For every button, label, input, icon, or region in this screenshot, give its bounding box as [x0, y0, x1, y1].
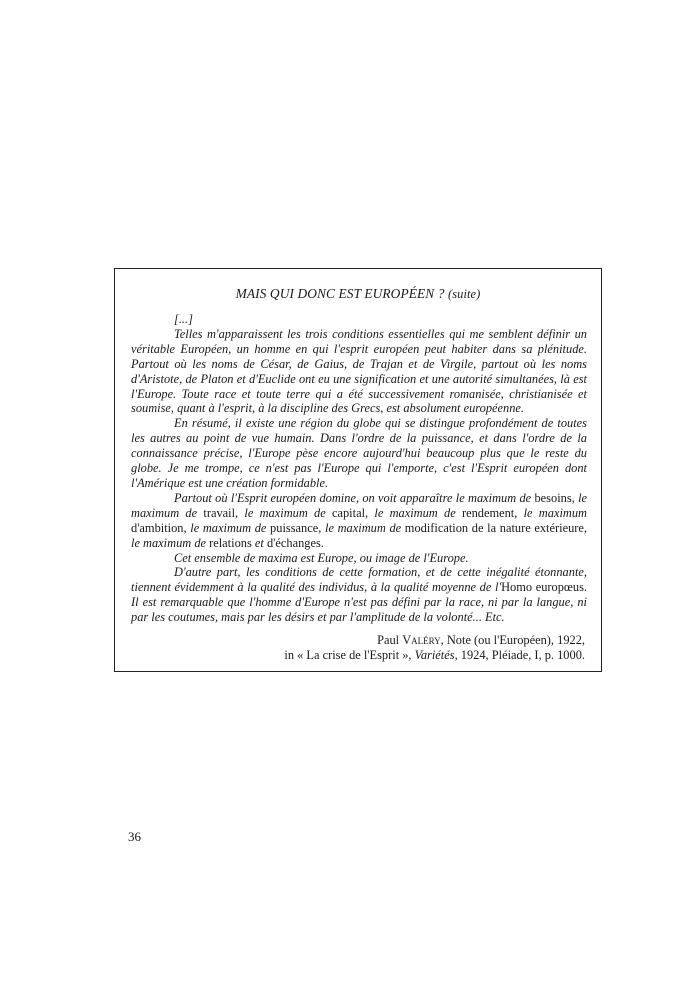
author-first-name: Paul [377, 633, 403, 647]
paragraph-1: Telles m'apparaissent les trois conditions essentielles qui me semblent définir un véritable Européen, un homme en qui l'esprit européen peut habiter dans sa plénitude. Partout où les noms de César, de Gaius, de Trajan et de Virgile, partout où les noms d'Aristote, de Platon et d'Euclide ont eu une signification et une autorité simultanées, là est l'Europe. Toute race et toute terre qui a été successivement romanisée, christianisée et soumise, quant à l'esprit, à la discipline des Grecs, est absolument européenne. [131, 326, 587, 416]
p5-seg: D'autre part, les conditions de cette formation, et de cette inégalité étonnante, tiennent évidemment à la qualité des individus, à la qualité moyenne de l' [131, 565, 587, 595]
author-last-name: Valéry [402, 633, 441, 647]
p3-seg: besoins, [531, 490, 579, 505]
p3-seg: modification de la nature extérieure, [401, 520, 587, 535]
p5-seg: Il est remarquable que l'homme d'Europe n'est pas défini par la race, ni par la langue, ni par les coutumes, mais par les désirs et par l'amplitude de la volonté... Etc. [131, 595, 587, 625]
p3-seg: le maximum de [325, 520, 402, 535]
p3-seg: le maximum de [374, 505, 456, 520]
p3-seg: le maximum de [190, 520, 267, 535]
source-citation [284, 633, 585, 663]
excerpt-body [131, 312, 587, 625]
p3-seg: le maximum de [131, 490, 588, 520]
source-line-2-a: in « La crise de l'Esprit », [284, 648, 415, 662]
paragraph-4: Cet ensemble de maxima est Europe, ou image de l'Europe. [174, 550, 469, 565]
p3-seg: le maximum [523, 505, 587, 520]
source-line-2-c: , 1924, Pléiade, I, p. 1000. [454, 648, 585, 662]
excerpt-title-suffix: (suite) [448, 287, 481, 301]
p3-seg: rendement, [455, 505, 524, 520]
p3-seg: le maximum de [244, 505, 326, 520]
p3-seg: d'échanges. [263, 535, 324, 550]
page-number: 36 [128, 829, 141, 844]
source-line-1 [284, 633, 585, 648]
paragraph-2: En résumé, il existe une région du globe qui se distingue profondément de toutes les autres au point de vue humain. Dans l'ordre de la puissance, et dans l'ordre de la connaissance précise, l'Europe pèse encore aujourd'hui beaucoup plus que le reste du globe. Je me trompe, ce n'est pas l'Europe qui l'emporte, c'est l'Esprit européen dont l'Amérique est une création formidable. [131, 416, 587, 490]
p3-seg: capital, [325, 505, 375, 520]
excerpt-box [114, 268, 602, 672]
p3-seg: travail, [197, 505, 245, 520]
p3-seg: Partout où l'Esprit européen domine, on voit apparaître [174, 490, 456, 505]
source-line-1-rest: , Note (ou l'Européen), 1922, [440, 633, 585, 647]
paragraph-3 [131, 491, 587, 551]
p3-seg: le maximum de [131, 535, 207, 550]
source-book-title: Variétés [414, 648, 455, 662]
p3-seg: et [254, 535, 264, 550]
p5-seg: Homo europœus. [501, 580, 587, 595]
ellipsis-marker: [...] [174, 312, 193, 326]
excerpt-title-text: MAIS QUI DONC EST EUROPÉEN ? [235, 286, 445, 301]
p3-seg: d'ambition, [131, 520, 191, 535]
paragraph-5 [131, 565, 587, 625]
excerpt-title [115, 286, 601, 302]
source-line-2 [284, 648, 585, 663]
p3-seg: relations [206, 535, 255, 550]
p3-seg: puissance, [266, 520, 325, 535]
p3-seg: le maximum de [455, 490, 532, 505]
